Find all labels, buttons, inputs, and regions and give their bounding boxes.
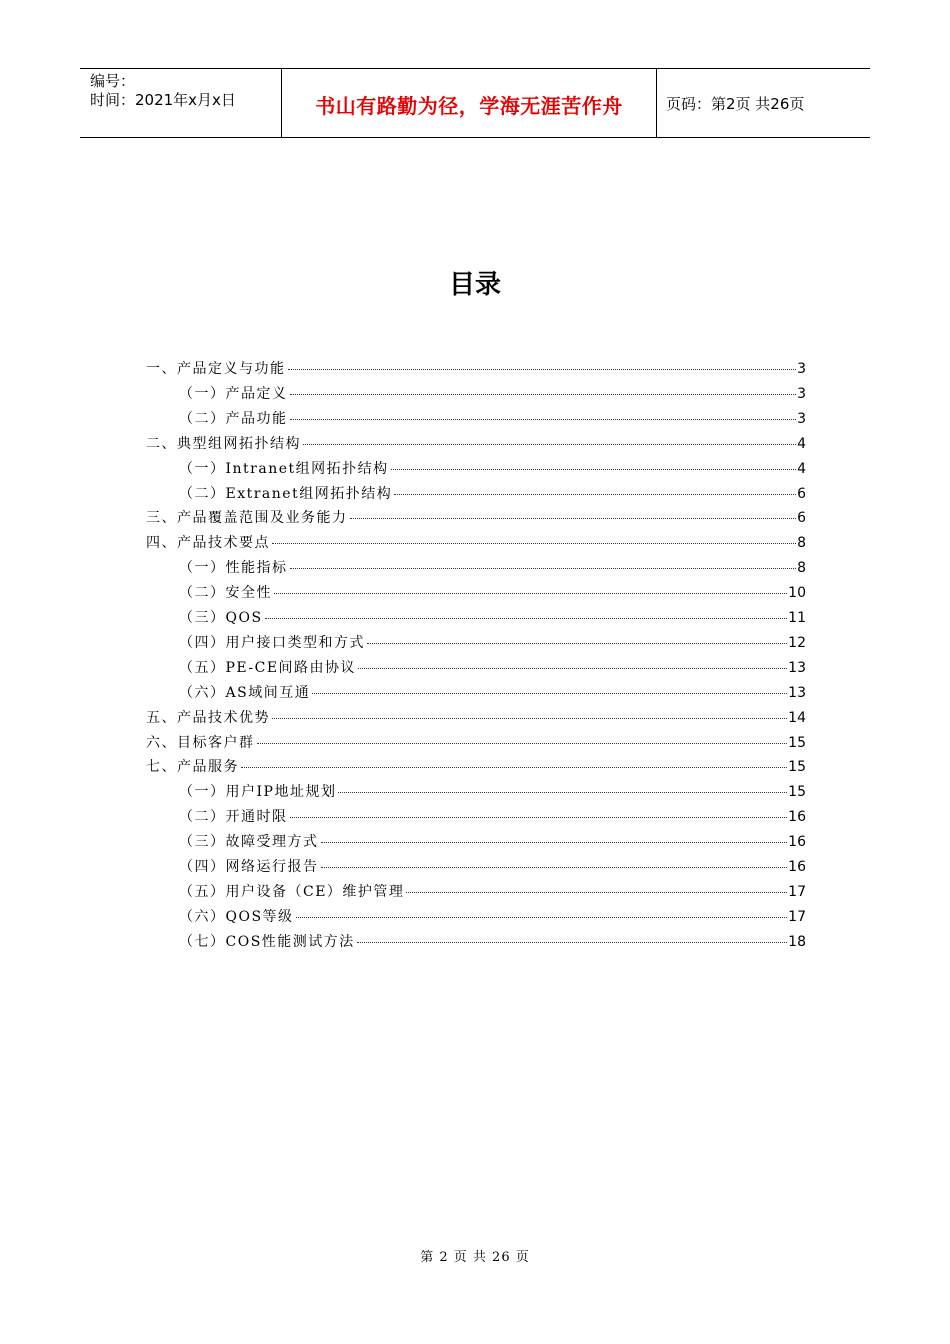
toc-entry-page: 14 — [788, 709, 806, 726]
toc-entry[interactable] — [179, 383, 806, 405]
toc-entry[interactable] — [179, 483, 806, 505]
toc-entry-page: 3 — [797, 385, 806, 402]
toc-entry[interactable] — [179, 806, 806, 828]
toc-leader-dots — [272, 543, 796, 544]
toc-entry-label: （五）PE-CE间路由协议 — [179, 659, 357, 676]
toc-entry-page: 6 — [797, 485, 806, 502]
toc-leader-dots — [338, 792, 787, 793]
toc-entry-page: 6 — [797, 510, 806, 527]
toc-entry-label: （六）AS域间互通 — [179, 684, 311, 701]
toc-entry-label: （三）故障受理方式 — [179, 834, 319, 851]
toc-leader-dots — [357, 942, 787, 943]
toc-leader-dots — [312, 693, 787, 694]
toc-entry-label: 六、目标客户群 — [146, 734, 255, 751]
toc-entry[interactable] — [179, 657, 806, 679]
toc-leader-dots — [394, 494, 796, 495]
toc-entry[interactable] — [179, 408, 806, 430]
toc-entry-label: （三）QOS — [179, 610, 263, 626]
toc-entry-label: （一）Intranet组网拓扑结构 — [179, 460, 389, 477]
toc-entry-page: 16 — [788, 834, 806, 851]
toc-leader-dots — [290, 568, 797, 569]
toc-leader-dots — [406, 892, 787, 893]
toc-entry-label: 五、产品技术优势 — [146, 709, 270, 726]
toc-leader-dots — [358, 668, 787, 669]
toc-entry-page: 15 — [788, 784, 806, 801]
toc-leader-dots — [290, 817, 788, 818]
header-motto: 书山有路勤为径，学海无涯苦作舟 — [315, 94, 623, 118]
toc-entry-page: 15 — [788, 734, 806, 751]
toc-entry[interactable] — [146, 756, 806, 778]
toc-leader-dots — [391, 469, 796, 470]
header-page-cell — [656, 69, 870, 137]
toc-entry[interactable] — [179, 831, 806, 853]
toc-entry-page: 4 — [797, 460, 806, 477]
toc-entry[interactable] — [179, 881, 806, 903]
toc-entry-page: 13 — [788, 684, 806, 701]
toc-entry-label: （一）性能指标 — [179, 560, 288, 577]
toc-entry-label: （二）Extranet组网拓扑结构 — [179, 485, 393, 502]
toc-entry-label: （七）COS性能测试方法 — [179, 933, 355, 950]
toc-entry[interactable] — [146, 433, 806, 455]
toc-entry[interactable] — [179, 931, 806, 953]
toc-entry[interactable] — [179, 458, 806, 480]
toc-leader-dots — [303, 444, 796, 445]
header-page-info: 页码：第2页 共26页 — [666, 95, 805, 113]
toc-entry-page: 4 — [797, 435, 806, 452]
toc-leader-dots — [367, 643, 787, 644]
toc-entry[interactable] — [179, 557, 806, 579]
toc-leader-dots — [290, 419, 797, 420]
toc-leader-dots — [272, 718, 787, 719]
toc-entry-label: 一、产品定义与功能 — [146, 361, 286, 377]
toc-entry-label: （一）用户IP地址规划 — [179, 784, 337, 801]
page-title: 目录 — [448, 270, 501, 300]
toc-leader-dots — [257, 743, 788, 744]
toc-entry-page: 3 — [797, 361, 806, 377]
page-header — [80, 68, 870, 138]
toc-entry-page: 8 — [797, 535, 806, 552]
toc-leader-dots — [321, 842, 788, 843]
toc-entry-page: 17 — [788, 908, 806, 925]
header-motto-cell — [281, 69, 657, 137]
toc-entry-page: 8 — [797, 560, 806, 577]
toc-leader-dots — [350, 518, 797, 519]
toc-leader-dots — [321, 867, 788, 868]
toc-leader-dots — [274, 593, 787, 594]
toc-entry[interactable] — [146, 707, 806, 729]
toc-entry[interactable] — [179, 632, 806, 654]
toc-entry-page: 16 — [788, 859, 806, 875]
toc-entry-label: （二）产品功能 — [179, 410, 288, 427]
toc-entry-page: 3 — [797, 410, 806, 427]
toc-entry-page: 18 — [788, 933, 806, 950]
toc-entry-label: 三、产品覆盖范围及业务能力 — [146, 510, 348, 527]
toc-leader-dots — [265, 618, 788, 619]
toc-entry[interactable] — [146, 358, 806, 380]
toc-entry-label: 二、典型组网拓扑结构 — [146, 435, 301, 452]
toc-entry[interactable] — [179, 906, 806, 928]
toc-entry-page: 10 — [788, 585, 806, 602]
toc-entry[interactable] — [179, 682, 806, 704]
toc-entry[interactable] — [179, 856, 806, 878]
document-number-label: 编号： — [90, 72, 136, 90]
toc-leader-dots — [290, 394, 797, 395]
header-meta-cell — [80, 69, 281, 137]
toc-leader-dots — [296, 917, 788, 918]
toc-entry-label: （四）用户接口类型和方式 — [179, 634, 365, 651]
toc-entry[interactable] — [146, 507, 806, 529]
toc-entry[interactable] — [146, 732, 806, 754]
toc-entry-page: 12 — [788, 634, 806, 651]
toc-entry-page: 17 — [788, 883, 806, 900]
toc-leader-dots — [288, 369, 797, 370]
toc-entry-label: （一）产品定义 — [179, 385, 288, 402]
toc-entry-page: 11 — [788, 610, 806, 626]
toc-leader-dots — [241, 767, 787, 768]
document-time-label: 时间：2021年x月x日 — [90, 91, 236, 109]
toc-entry-label: （五）用户设备（CE）维护管理 — [179, 883, 405, 900]
toc-entry-label: （二）开通时限 — [179, 809, 288, 826]
toc-entry-label: 四、产品技术要点 — [146, 535, 270, 552]
toc-entry[interactable] — [179, 607, 806, 629]
toc-entry-label: （六）QOS等级 — [179, 908, 294, 925]
toc-entry-page: 13 — [788, 659, 806, 676]
toc-entry-label: （二）安全性 — [179, 585, 272, 602]
toc-entry[interactable] — [179, 781, 806, 803]
toc-entry-page: 16 — [788, 809, 806, 826]
toc-entry[interactable] — [146, 532, 806, 554]
toc-entry-page: 15 — [788, 759, 806, 776]
page-footer: 第 2 页 共 26 页 — [420, 1250, 530, 1265]
toc-entry-label: 七、产品服务 — [146, 759, 239, 776]
toc-entry-label: （四）网络运行报告 — [179, 859, 319, 875]
toc-entry[interactable] — [179, 582, 806, 604]
